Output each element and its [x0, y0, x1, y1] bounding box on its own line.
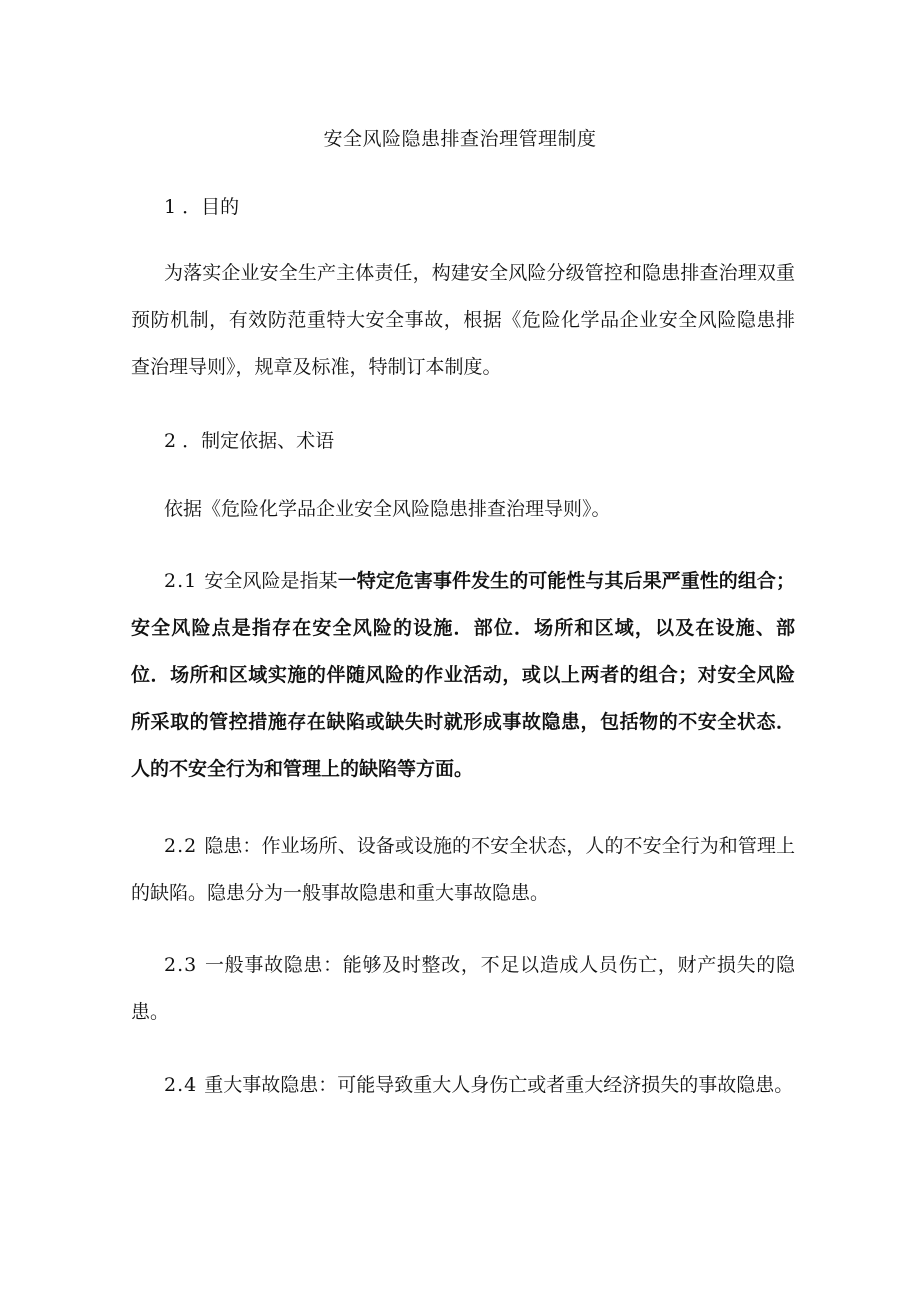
item-2-2-text: 隐患：作业场所、设备或设施的不安全状态，人的不安全行为和管理上的缺陷。隐患分为一般事故隐患和重大事故隐患。	[131, 835, 795, 904]
item-2-2-paragraph	[131, 823, 795, 917]
item-2-1-bold-text: 一特定危害事件发生的可能性与其后果严重性的组合；安全风险点是指存在安全风险的设施．部位．场所和区域，以及在设施、部位．场所和区域实施的伴随风险的作业活动，或以上两者的组合；对安全风险所采取的管控措施存在缺陷或缺失时就形成事故隐患，包括物的不安全状态．人的不安全行为和管理上的缺陷等方面。	[131, 570, 795, 780]
item-2-2-number: 2.2	[164, 835, 205, 857]
item-2-1-number: 2.1	[164, 570, 205, 592]
section-2-paragraph: 依据《危险化学品企业安全风险隐患排查治理导则》。	[164, 498, 611, 520]
item-2-3-text: 一般事故隐患：能够及时整改，不足以造成人员伤亡，财产损失的隐患。	[131, 954, 795, 1023]
section-1-paragraph: 为落实企业安全生产主体责任，构建安全风险分级管控和隐患排查治理双重预防机制，有效防范重特大安全事故，根据《危险化学品企业安全风险隐患排查治理导则》，规章及标准，特制订本制度。	[131, 262, 795, 378]
item-2-3-paragraph	[131, 942, 795, 1036]
section-1-number: 1 ．	[164, 196, 202, 218]
section-2-title: 制定依据、术语	[201, 430, 335, 452]
section-1-heading	[164, 192, 239, 222]
section-2-number: 2 ．	[164, 430, 202, 452]
item-2-4-text: 重大事故隐患：可能导致重大人身伤亡或者重大经济损失的事故隐患。	[204, 1074, 794, 1096]
item-2-1-paragraph	[131, 558, 795, 793]
item-2-4-paragraph	[131, 1062, 795, 1109]
section-2-heading	[164, 426, 334, 456]
section-1-title: 目的	[201, 196, 240, 218]
document-title: 安全风险隐患排查治理管理制度	[323, 128, 597, 150]
item-2-1-plain-text: 安全风险是指某	[204, 570, 338, 592]
item-2-3-number: 2.3	[164, 954, 205, 976]
item-2-4-number: 2.4	[164, 1074, 205, 1096]
